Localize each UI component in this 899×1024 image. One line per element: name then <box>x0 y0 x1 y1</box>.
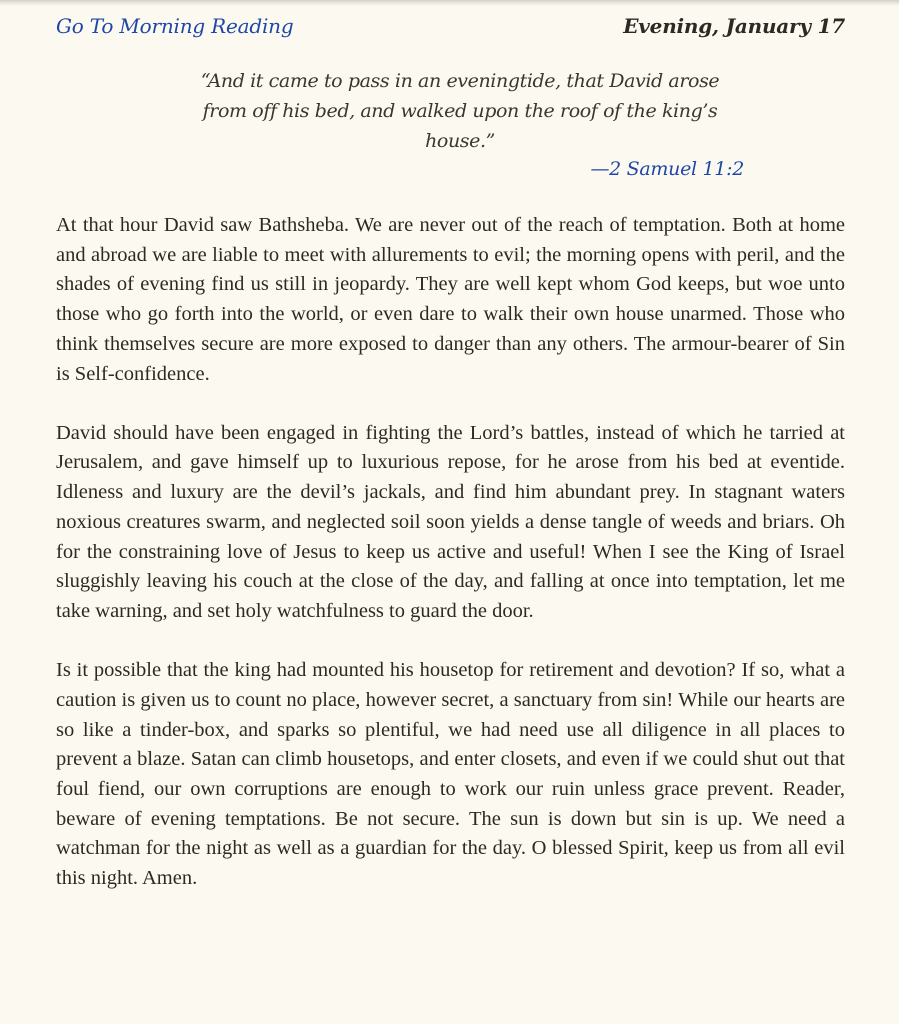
go-to-morning-reading-link[interactable]: Go To Morning Reading <box>56 14 294 38</box>
top-edge-shadow <box>0 0 899 6</box>
devotional-body <box>56 211 845 923</box>
paragraph-1: At that hour David saw Bathsheba. We are never out of the reach of temptation. Both at home and abroad we are liable to meet with allurements to evil; the morning opens with peril, and the shades of evening find us still in jeopardy. They are well kept whom God keeps, but woe unto those who go forth into the world, or even dare to walk their own house unarmed. Those who think themselves secure are more exposed to danger than any others. The armour-bearer of Sin is Self-confidence. <box>56 214 845 385</box>
reading-date-title: Evening, January 17 <box>623 14 845 38</box>
reading-header <box>56 14 845 44</box>
scripture-verse-block <box>160 66 760 180</box>
paragraph-3: Is it possible that the king had mounted his housetop for retirement and devotion? If so, what a caution is given us to count no place, however secret, a sanctuary from sin! While our hearts are so like a tinder-box, and sparks so plentiful, we had need use all diligence in all places to prevent a blaze. Satan can climb housetops, and enter closets, and even if we could shut out that foul fiend, our own corruptions are enough to work our ruin unless grace prevent. Reader, beware of evening temptations. Be not secure. The sun is down but sin is up. We need a watchman for the night as well as a guardian for the day. O blessed Spirit, keep us from all evil this night. Amen. <box>56 659 845 890</box>
verse-reference-link[interactable]: —2 Samuel 11:2 <box>590 158 744 180</box>
paragraph-2: David should have been engaged in fighting the Lord’s battles, instead of which he tarried at Jerusalem, and gave himself up to luxurious repose, for he arose from his bed at eventide. Idleness and luxury are the devil’s jackals, and find him abundant prey. In stagnant waters noxious creatures swarm, and neglected soil soon yields a dense tangle of weeds and briars. Oh for the constraining love of Jesus to keep us active and useful! When I see the King of Israel sluggishly leaving his couch at the close of the day, and falling at once into temptation, let me take warning, and set holy watchfulness to guard the door. <box>56 421 845 622</box>
verse-text: “And it came to pass in an eveningtide, that David arose from off his bed, and walked upon the roof of the king’s house.” <box>200 70 720 152</box>
